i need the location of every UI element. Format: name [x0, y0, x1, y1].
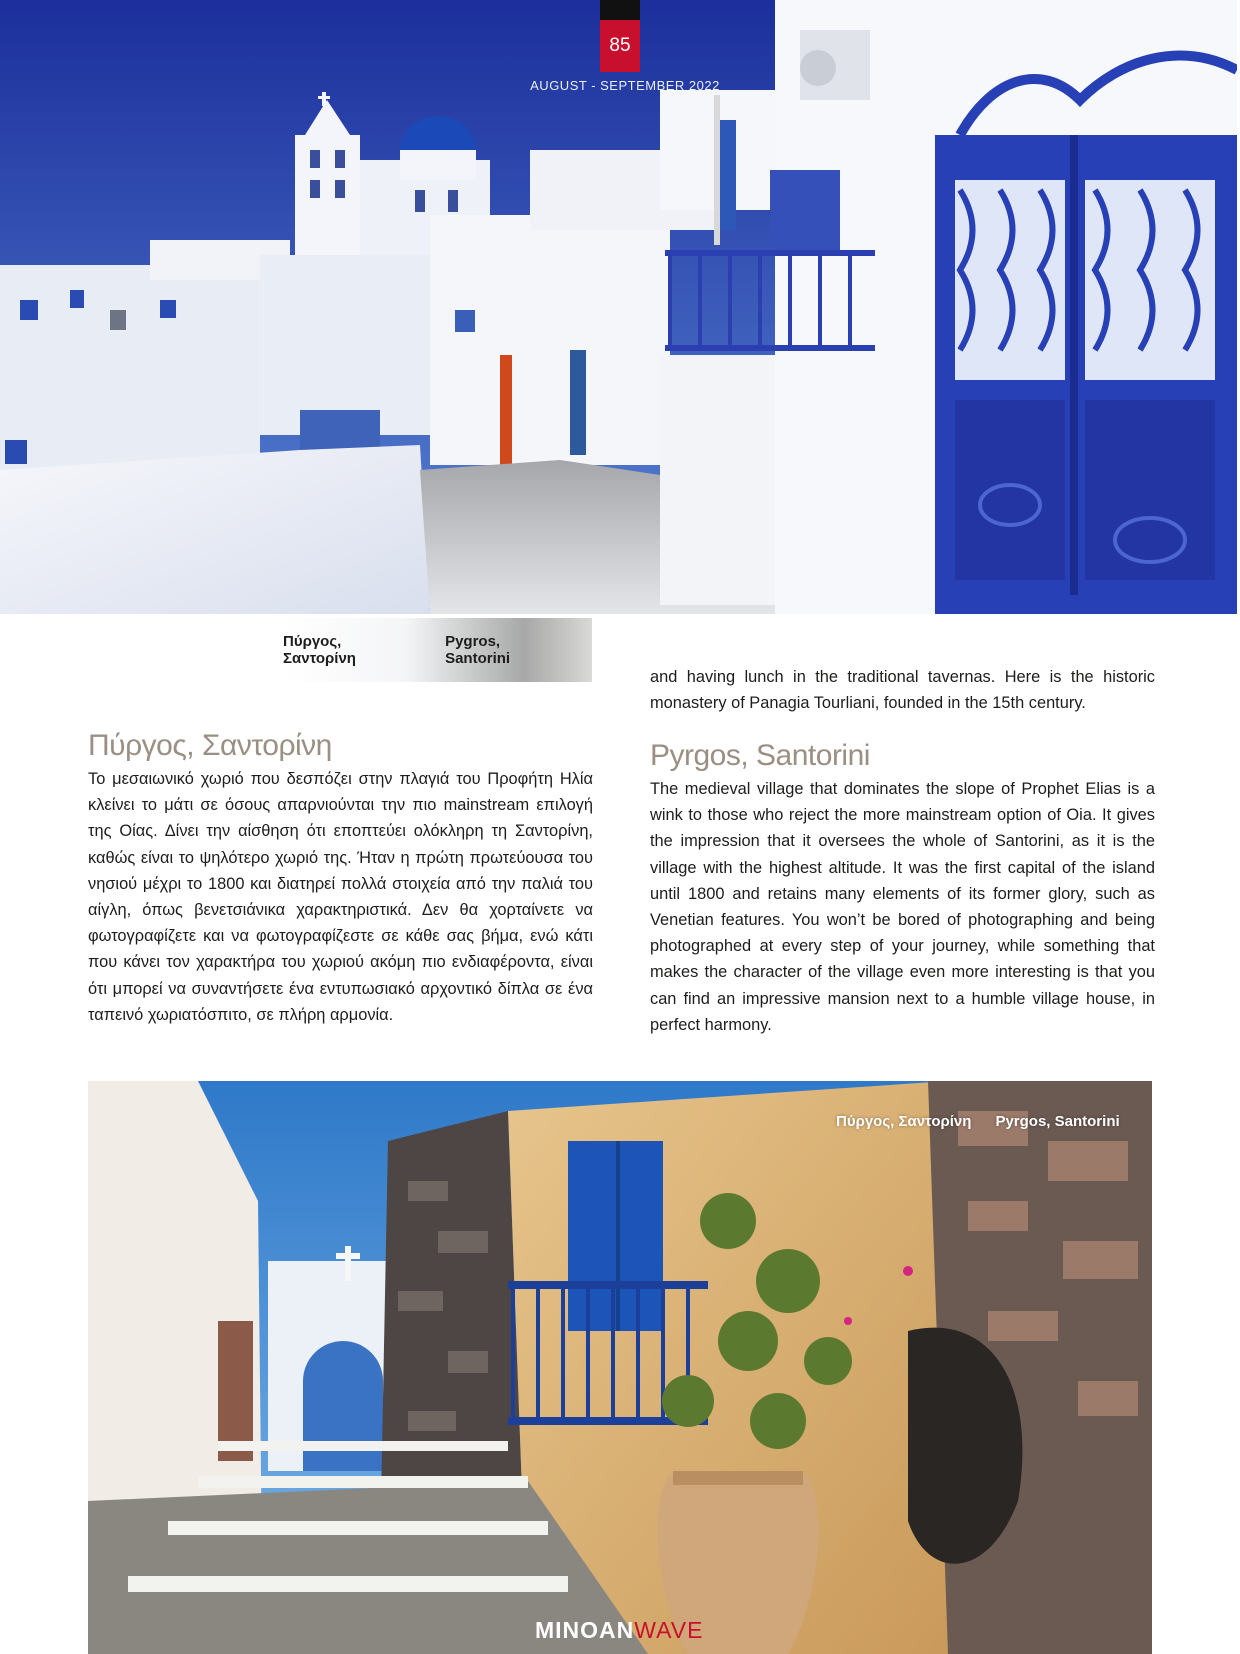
top-photo-caption [283, 618, 592, 682]
top-caption-english: Pygros, Santorini [445, 633, 511, 667]
bottom-caption-greek: Πύργος, Σαντορίνη [836, 1113, 972, 1130]
page-number: 85 [609, 35, 631, 56]
greek-article-column [88, 728, 593, 1028]
logo-wave: WAVE [634, 1617, 704, 1643]
page-tab-badge [600, 20, 640, 72]
bottom-photo [88, 1081, 1152, 1654]
page-tab [600, 0, 640, 72]
english-body-text: The medieval village that dominates the slope of Prophet Elias is a wink to those who reject the more mainstream option of Oia. It gives the impression that it oversees the whole of Santorini, as it is the village with the highest altitude. It was the first capital of the island until 1800 and retains many elements of its former glory, such as Venetian features. You won’t be bored of photographing and being photographed at every step of your journey, while something that makes the character of the village even more interesting is that you can find an impressive mansion next to a humble village house, in perfect harmony. [650, 780, 1155, 1034]
greek-heading: Πύργος, Σαντορίνη [88, 729, 332, 762]
english-intro-text: and having lunch in the traditional tavernas. Here is the historic monastery of Panagia Tourliani, founded in the 15th century. [650, 668, 1155, 712]
top-caption-greek: Πύργος, Σαντορίνη [283, 633, 356, 667]
english-article-column [650, 664, 1155, 1038]
english-heading: Pyrgos, Santorini [650, 739, 870, 772]
bottom-photo-caption [836, 1113, 1120, 1130]
bottom-caption-english: Pyrgos, Santorini [995, 1113, 1120, 1130]
issue-date: AUGUST - SEPTEMBER 2022 [530, 78, 720, 93]
page-tab-top [600, 0, 640, 20]
greek-body-text: Το μεσαιωνικό χωριό που δεσπόζει στην πλαγιά του Προφήτη Ηλία κλείνει το μάτι σε όσους απαρνιούνται την πιο mainstream επιλογή της Οίας. Δίνει την αίσθηση ότι εποπτεύει ολόκληρη τη Σαντορίνη, καθώς είναι το ψηλότερο χωριό της. Ήταν η πρώτη πρωτεύουσα του νησιού μέχρι το 1800 και διατηρεί πολλά στοιχεία από την παλιά του αίγλη, όπως βενετσιάνικα χαρακτηριστικά. Δεν θα χορταίνετε να φωτογραφίζετε και να φωτογραφίζεστε σε κάθε σας βήμα, ενώ κάτι που κάνει τον χαρακτήρα του χωριού ακόμη πιο ενδιαφέροντα, είναι ότι μπορεί να συναντήσετε ένα εντυπωσιακό αρχοντικό δίπλα σε ένα ταπεινό χωριατόσπιτο, σε πλήρη αρμονία. [88, 770, 593, 1024]
logo-minoan: MINOAN [535, 1617, 635, 1643]
pyrgos-alley-image [88, 1081, 1152, 1654]
magazine-logo [535, 1617, 703, 1644]
